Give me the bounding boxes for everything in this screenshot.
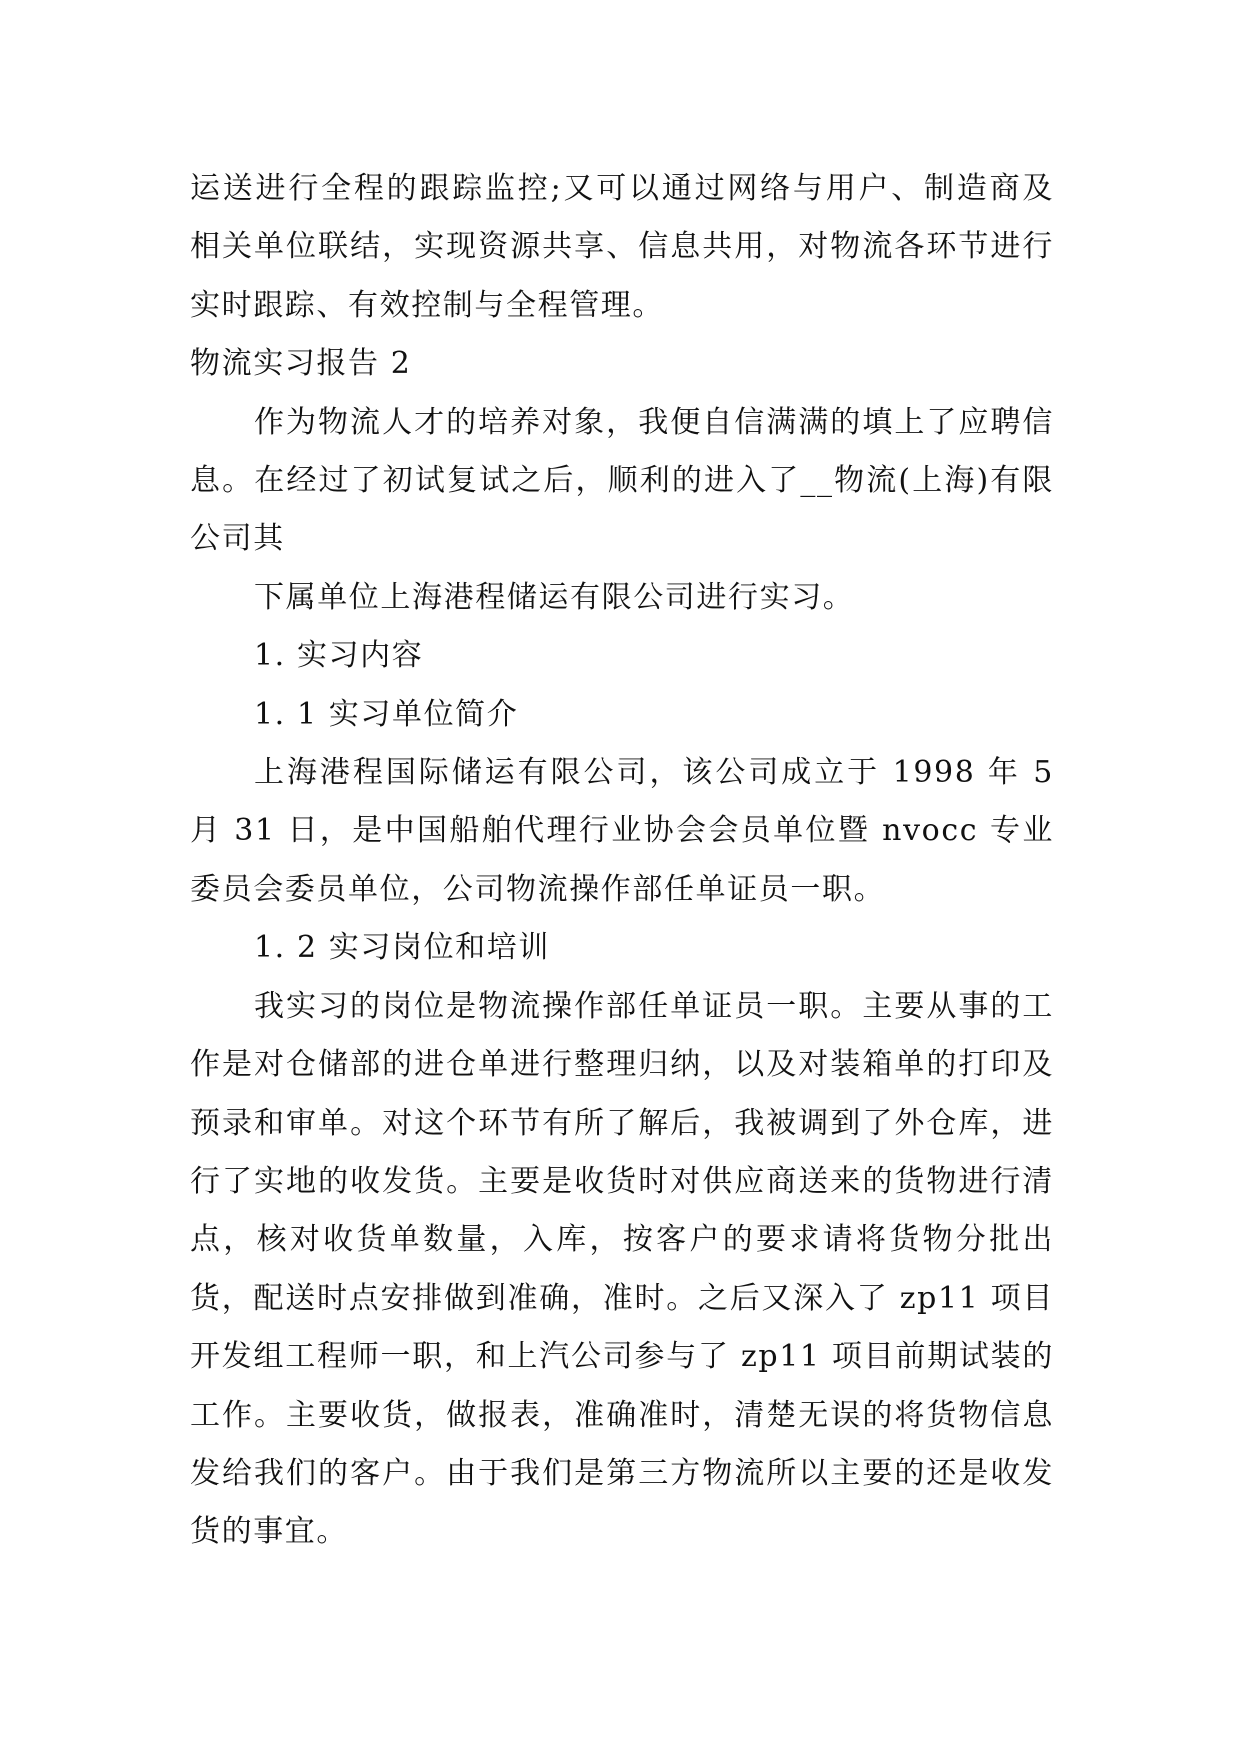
section-heading-unit-intro: 1. 1 实习单位简介	[254, 696, 519, 732]
paragraph-intro: 作为物流人才的培养对象，我便自信满满的填上了应聘信息。在经过了初试复试之后，顺利的进入了__物流(上海)有限公司其	[190, 404, 1054, 557]
paragraph-continuation: 运送进行全程的跟踪监控;又可以通过网络与用户、制造商及相关单位联结，实现资源共享、信息共用，对物流各环节进行实时跟踪、有效控制与全程管理。	[190, 171, 1054, 323]
section-heading-position: 1. 2 实习岗位和培训	[254, 930, 550, 966]
document-page	[190, 160, 1054, 1562]
paragraph-unit: 下属单位上海港程储运有限公司进行实习。	[254, 579, 855, 615]
paragraph-position: 我实习的岗位是物流操作部任单证员一职。主要从事的工作是对仓储部的进仓单进行整理归纳，以及对装箱单的打印及预录和审单。对这个环节有所了解后，我被调到了外仓库，进行了实地的收发货。主要是收货时对供应商送来的货物进行清点，核对收货单数量，入库，按客户的要求请将货物分批出货，配送时点安排做到准确，准时。之后又深入了 zp11 项目开发组工程师一职，和上汽公司参与了 zp11 项目前期试装的工作。主要收货，做报表，准确准时，清楚无误的将货物信息发给我们的客户。由于我们是第三方物流所以主要的还是收发货的事宜。	[190, 988, 1054, 1550]
section-heading-content: 1. 实习内容	[254, 638, 424, 674]
paragraph-company: 上海港程国际储运有限公司，该公司成立于 1998 年 5 月 31 日，是中国船舶代理行业协会会员单位暨 nvocc 专业委员会委员单位，公司物流操作部任单证员一职。	[190, 755, 1054, 907]
document-title: 物流实习报告 2	[190, 346, 412, 382]
